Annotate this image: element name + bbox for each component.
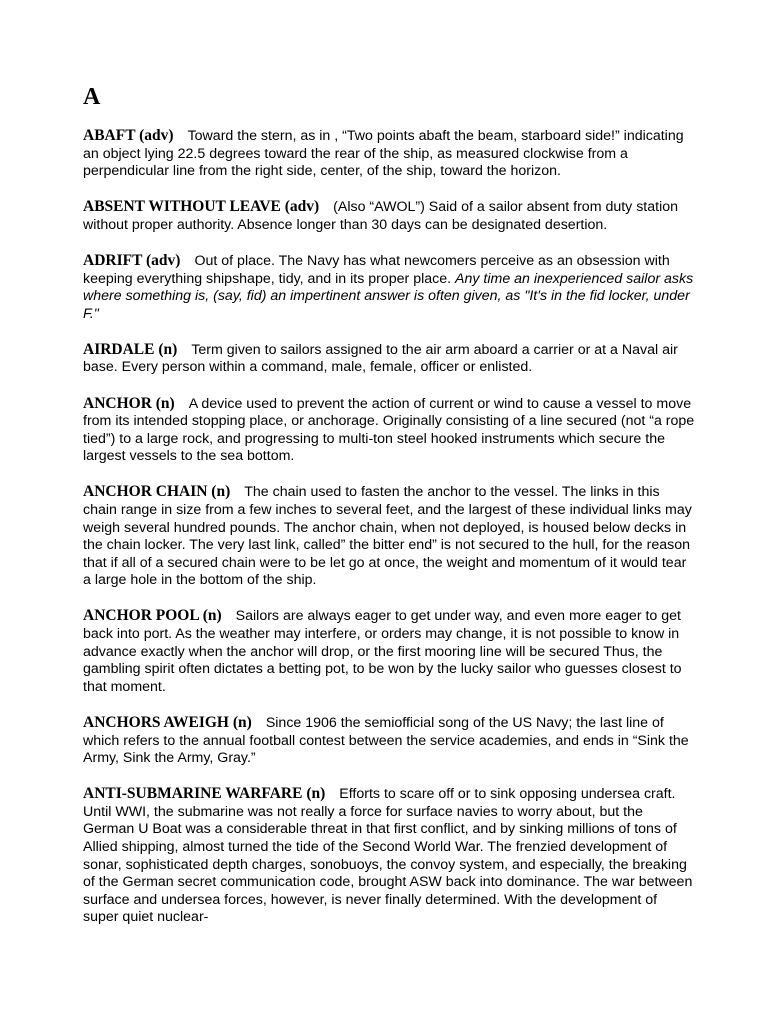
entry-term: ANCHORS AWEIGH (n) [83, 713, 252, 731]
entry-definition: A device used to prevent the action of current or wind to cause a vessel to move from its intended stopping place, or anchorage. Originally consisting of a line secured (not “a rope tied”) to a large rock, and progressing to multi-ton steel hooked instruments which secure the largest vessels to the sea bottom. [83, 395, 695, 465]
entry-italic-note: Any time an inexperienced sailor asks where something is, (say, fid) an impertinent answer is often given, as "It's in the fid locker, under F." [83, 270, 694, 322]
entry-anchor-pool [83, 607, 695, 696]
entry-term: ANCHOR (n) [83, 394, 175, 412]
entry-term: ADRIFT (adv) [83, 251, 181, 269]
entry-definition: Term given to sailors assigned to the air arm aboard a carrier or at a Naval air base. Every person within a command, male, female, officer or enlisted. [83, 341, 678, 376]
entry-definition: Sailors are always eager to get under way, and even more eager to get back into port. As the weather may interfere, or orders may change, it is not possible to know in advance exactly when the anchor will drop, or the first mooring line will be secured Thus, the gambling spirit often dictates a betting pot, to be won by the lucky sailor who guesses closest to that moment. [83, 608, 682, 695]
entry-term: ABSENT WITHOUT LEAVE (adv) [83, 198, 320, 216]
entry-anchors-aweigh [83, 714, 695, 768]
entry-term: ABAFT (adv) [83, 127, 174, 144]
entry-definition: (Also “AWOL”) Said of a sailor absent from duty station without proper authority. Absence longer than 30 days can be designated desertion. [83, 199, 679, 233]
entry-airdale [83, 341, 695, 377]
entry-definition: Efforts to scare off or to sink opposing undersea craft. Until WWI, the submarine was not really a force for surface navies to worry about, but the German U Boat was a considerable threat in that first conflict, and by sinking millions of tons of Allied shipping, almost turned the tide of the Second World War. The frenzied development of sonar, sophisticated depth charges, sonobuoys, the convoy system, and especially, the breaking of the German secret communication code, brought ASW back into dominance. The war between surface and undersea forces, however, is never finally determined. With the development of super quiet nuclear- [83, 786, 693, 926]
entry-anchor [83, 395, 695, 466]
entry-anti-submarine-warfare [83, 785, 695, 927]
entry-abaft [83, 127, 695, 181]
glossary-page [83, 84, 695, 944]
entry-definition: Toward the stern, as in , “Two points abaft the beam, starboard side!” indicating an object lying 22.5 degrees toward the rear of the ship, as measured clockwise from a perpendicular line from the right side, center, of the ship, toward the horizon. [83, 128, 684, 180]
entry-definition: Since 1906 the semiofficial song of the US Navy; the last line of which refers to the annual football contest between the service academies, and ends in “Sink the Army, Sink the Army, Gray.” [83, 714, 689, 767]
entry-adrift [83, 252, 695, 323]
entry-definition: Out of place. The Navy has what newcomers perceive as an obsession with keeping everything shipshape, tidy, and in its proper place. [83, 252, 670, 287]
entry-anchor-chain [83, 483, 695, 590]
entry-term: AIRDALE (n) [83, 340, 178, 358]
entry-absent-without-leave [83, 198, 695, 234]
entry-term: ANCHOR CHAIN (n) [83, 483, 231, 501]
section-letter: A [83, 84, 101, 110]
entry-term: ANTI-SUBMARINE WARFARE (n) [83, 785, 326, 803]
entry-definition: The chain used to fasten the anchor to the vessel. The links in this chain range in size from a few inches to several feet, and the largest of these individual links may weigh several hundred pounds. The anchor chain, when not deployed, is housed below decks in the chain locker. The very last link, called” the bitter end” is not secured to the hull, for the reason that if all of a secured chain were to be let go at once, the weight and momentum of it would tear a large hole in the bottom of the ship. [83, 484, 692, 589]
entry-term: ANCHOR POOL (n) [83, 607, 222, 625]
